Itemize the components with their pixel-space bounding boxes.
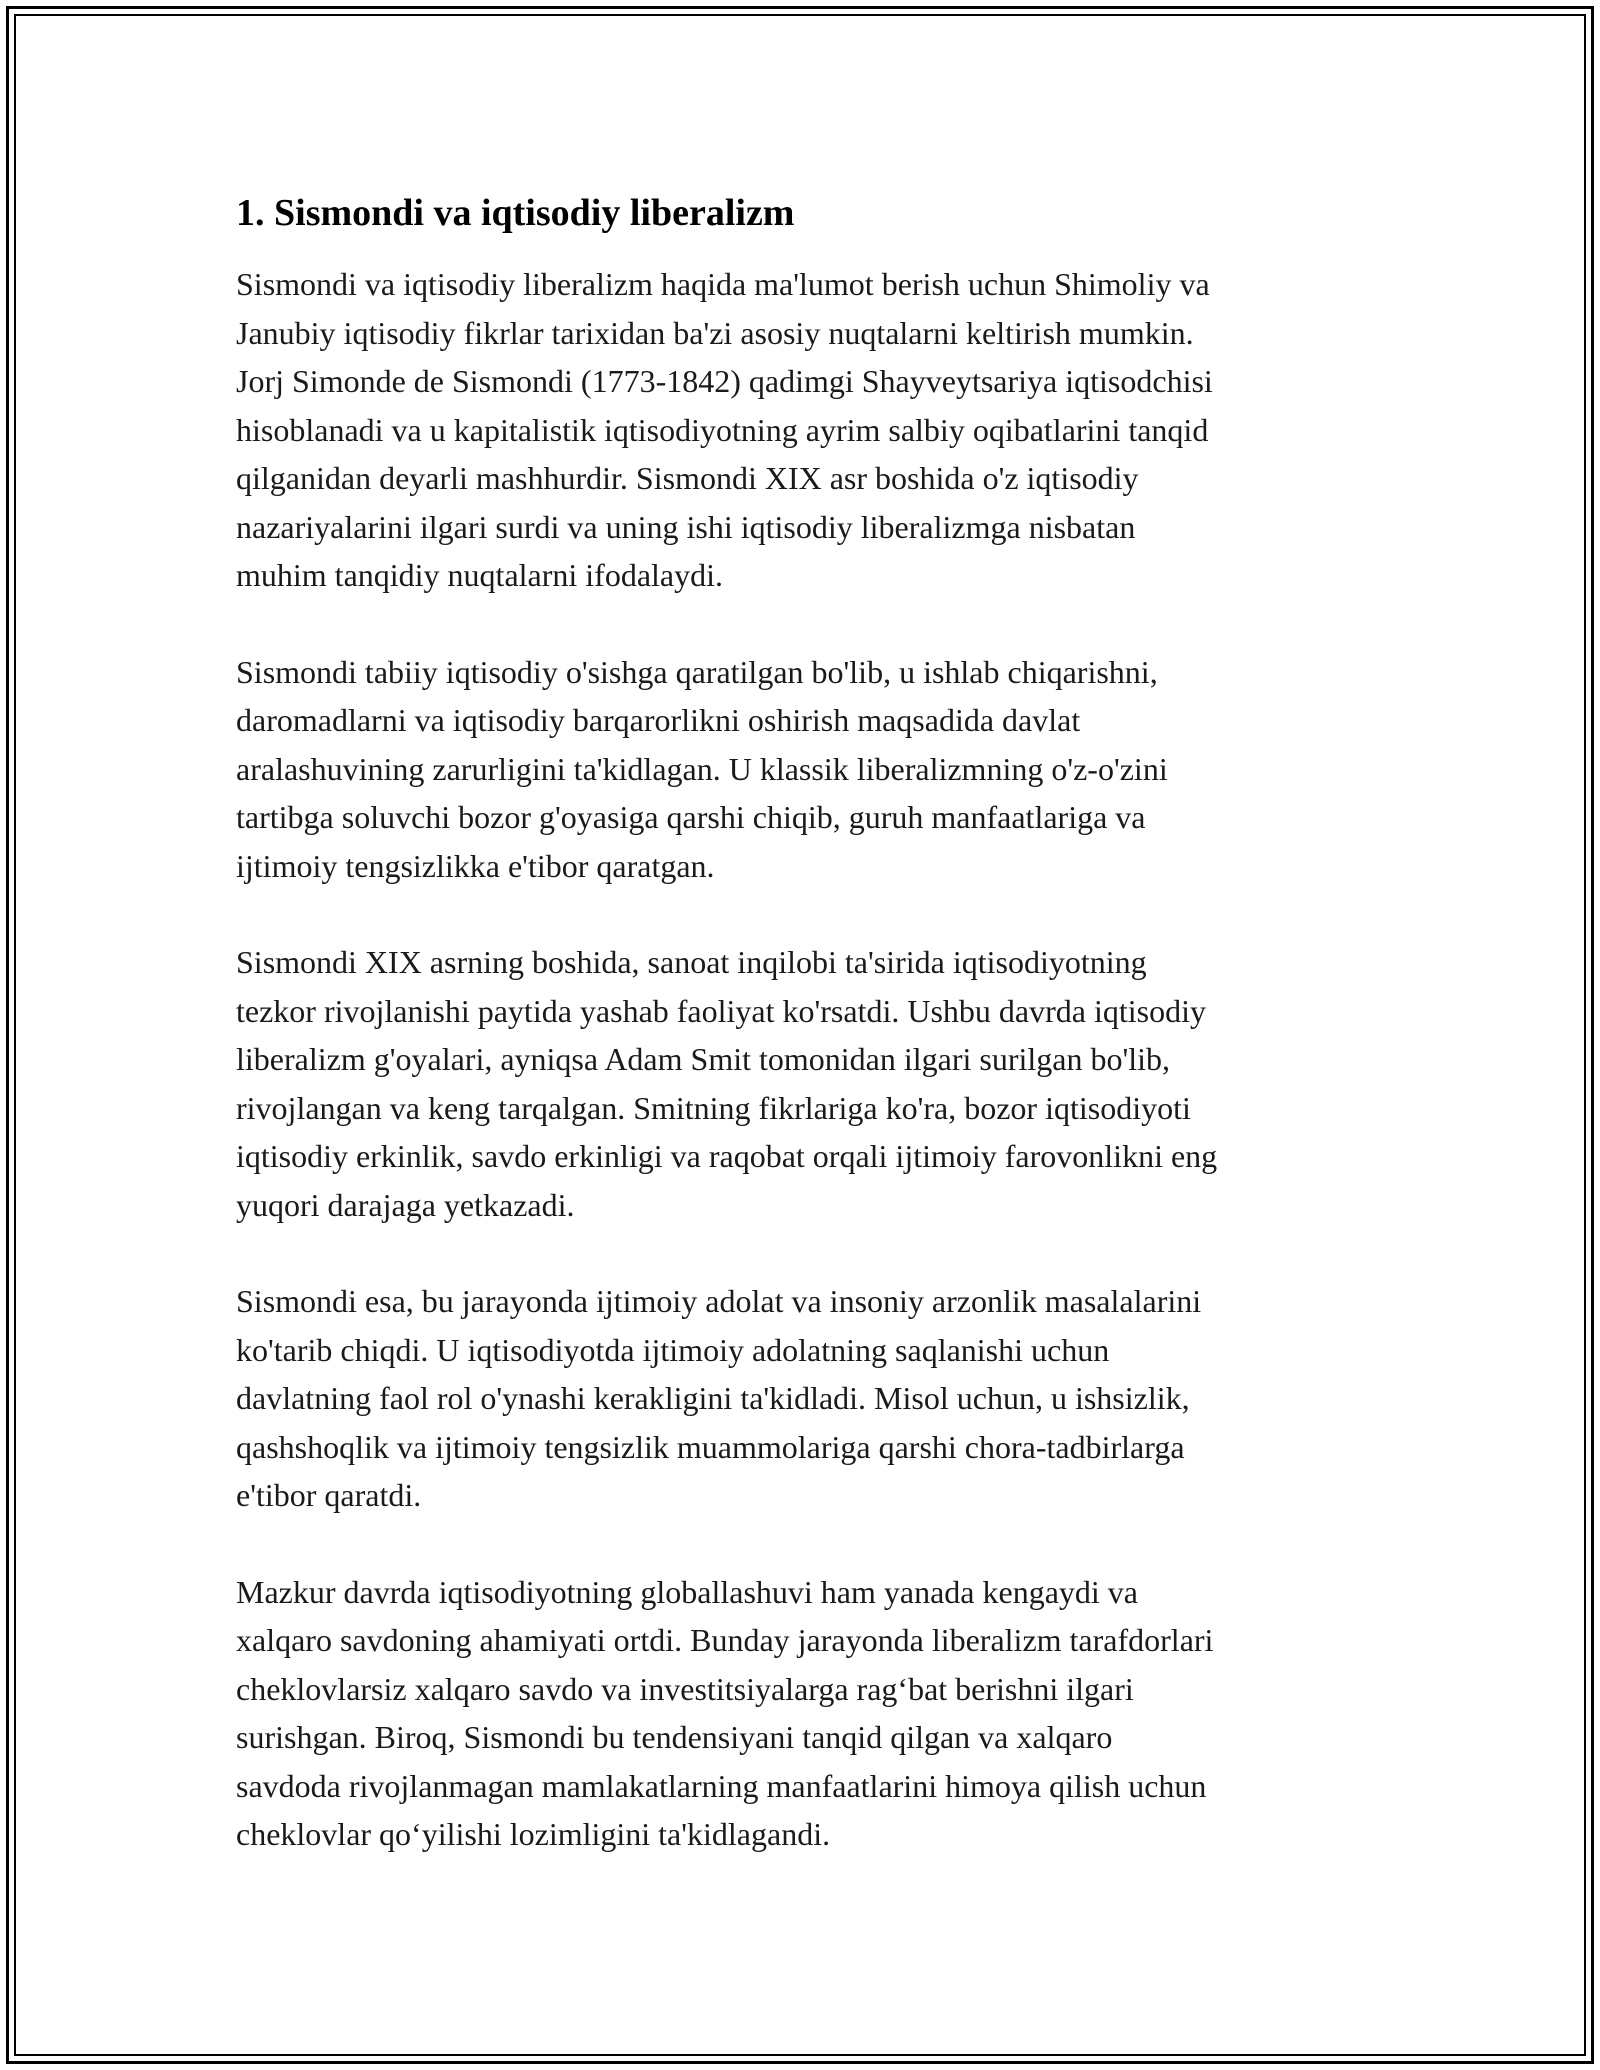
paragraph-2: Sismondi tabiiy iqtisodiy o'sishga qaratilgan bo'lib, u ishlab chiqarishni, daromadlarni va iqtisodiy barqarorlikni oshirish maqsadida davlat aralashuvining zarurligini ta'kidlagan. U klassik liberalizmning o'z-o'zini tartibga soluvchi bozor g'oyasiga qarshi chiqib, guruh manfaatlariga va ijtimoiy tengsizlikka e'tibor qaratgan.	[236, 653, 1168, 884]
paragraph-5: Mazkur davrda iqtisodiyotning globallashuvi ham yanada kengaydi va xalqaro savdoning ahamiyati ortdi. Bunday jarayonda liberalizm tarafdorlari cheklovlarsiz xalqaro savdo va investitsiyalarga rag‘bat berishni ilgari surishgan. Biroq, Sismondi bu tendensiyani tanqid qilgan va xalqaro savdoda rivojlanmagan mamlakatlarning manfaatlarini himoya qilish uchun cheklovlar qo‘yilishi lozimligini ta'kidlagandi.	[236, 1573, 1214, 1852]
paragraph-3: Sismondi XIX asrning boshida, sanoat inqilobi ta'sirida iqtisodiyotning tezkor rivojlanishi paytida yashab faoliyat ko'rsatdi. Ushbu davrda iqtisodiy liberalizm g'oyalari, ayniqsa Adam Smit tomonidan ilgari surilgan bo'lib, rivojlangan va keng tarqalgan. Smitning fikrlariga ko'ra, bozor iqtisodiyoti iqtisodiy erkinlik, savdo erkinligi va raqobat orqali ijtimoiy farovonlikni eng yuqori darajaga yetkazadi.	[236, 944, 1218, 1223]
document-body	[236, 188, 1376, 1907]
paragraph-1: Sismondi va iqtisodiy liberalizm haqida ma'lumot berish uchun Shimoliy va Janubiy iqtisodiy fikrlar tarixidan ba'zi asosiy nuqtalarni keltirish mumkin. Jorj Simonde de Sismondi (1773-1842) qadimgi Shayveytsariya iqtisodchisi hisoblanadi va u kapitalistik iqtisodiyotning ayrim salbiy oqibatlarini tanqid qilganidan deyarli mashhurdir. Sismondi XIX asr boshida o'z iqtisodiy nazariyalarini ilgari surdi va uning ishi iqtisodiy liberalizmga nisbatan muhim tanqidiy nuqtalarni ifodalaydi.	[236, 266, 1213, 593]
paragraph-4: Sismondi esa, bu jarayonda ijtimoiy adolat va insoniy arzonlik masalalarini ko'tarib chiqdi. U iqtisodiyotda ijtimoiy adolatning saqlanishi uchun davlatning faol rol o'ynashi kerakligini ta'kidladi. Misol uchun, u ishsizlik, qashshoqlik va ijtimoiy tengsizlik muammolariga qarshi chora-tadbirlarga e'tibor qaratdi.	[236, 1283, 1202, 1513]
section-heading: 1. Sismondi va iqtisodiy liberalizm	[236, 192, 795, 234]
